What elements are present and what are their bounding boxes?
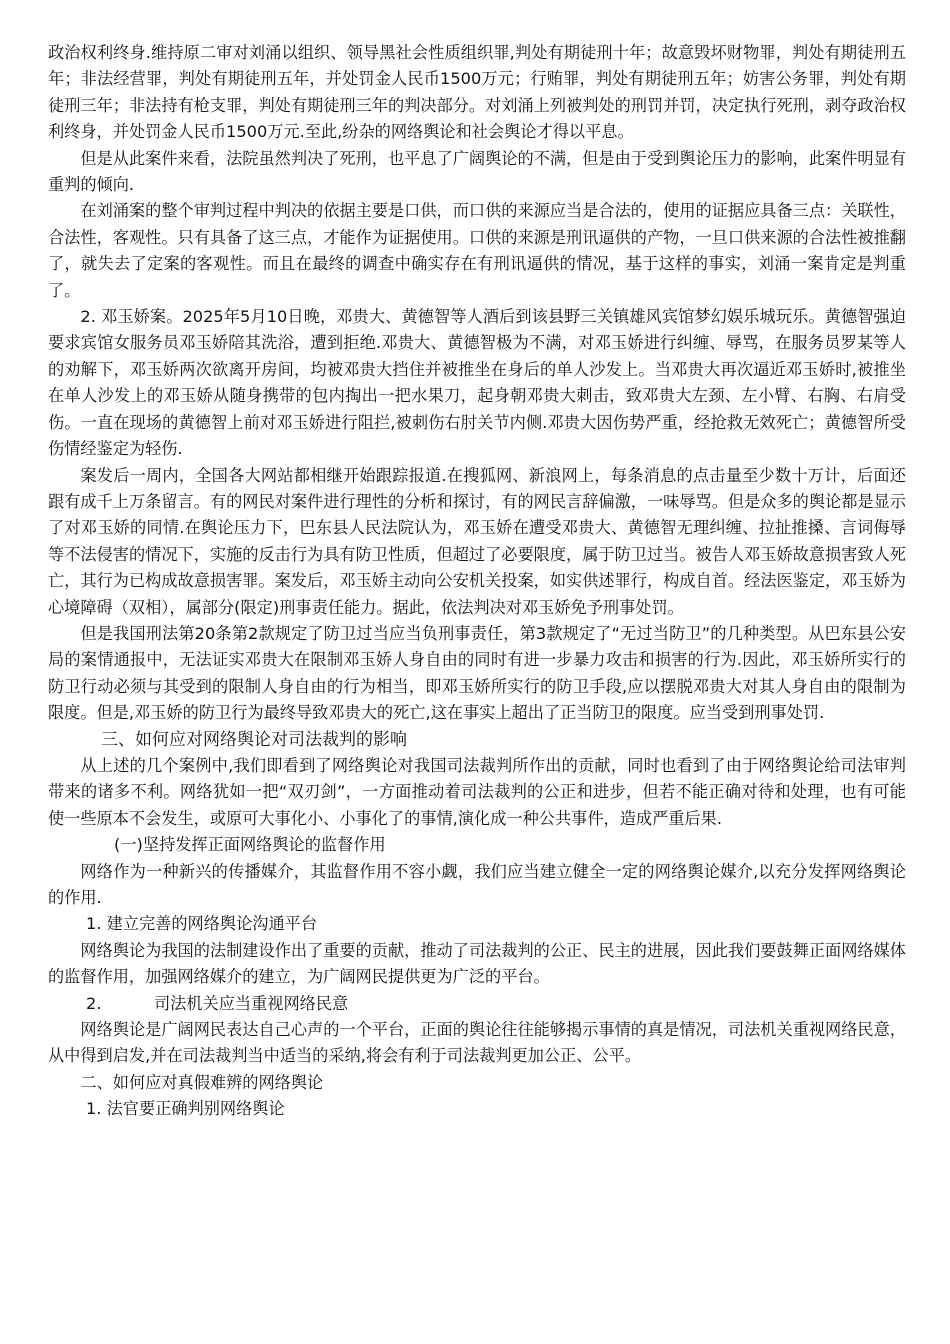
- paragraph: 从上述的几个案例中,我们即看到了网络舆论对我国司法裁判所作出的贡献，同时也看到了由于网络舆论给司法审判带来的诸多不利。网络犹如一把“双刃剑”，一方面推动着司法裁判的公正和进步，但若不能正确对待和处理，也有可能使一些原本不会发生，或原可大事化小、小事化了的事情,演化成一种公共事件，造成严重后果.: [48, 755, 906, 828]
- paragraph: 案发后一周内，全国各大网站都相继开始跟踪报道.在搜狐网、新浪网上，每条消息的点击量至少数十万计，后面还跟有成千上万条留言。有的网民对案件进行理性的分析和探讨，有的网民言辞偏激，一味辱骂。但是众多的舆论都是显示了对邓玉娇的同情.在舆论压力下，巴东县人民法院认为，邓玉娇在遭受邓贵大、黄德智无理纠缠、拉扯推搡、言词侮辱等不法侵害的情况下，实施的反击行为具有防卫性质，但超过了必要限度，属于防卫过当。被告人邓玉娇故意损害致人死亡，其行为已构成故意损害罪。案发后，邓玉娇主动向公安机关投案，如实供述罪行，构成自首。经法医鉴定，邓玉娇为心境障碍（双相），属部分(限定)刑事责任能力。据此，依法判决对邓玉娇免予刑事处罚。: [48, 465, 906, 617]
- section-heading: 三、如何应对网络舆论对司法裁判的影响: [101, 729, 407, 750]
- document-body: [48, 40, 906, 1123]
- item-number: 2.: [86, 993, 102, 1013]
- item-heading: [48, 991, 906, 1017]
- paragraph: 2. 邓玉娇案。2025年5月10日晚，邓贵大、黄德智等人酒后到该县野三关镇雄风宾馆梦幻娱乐城玩乐。黄德智强迫要求宾馆女服务员邓玉娇陪其洗浴，遭到拒绝.邓贵大、黄德智极为不满，对邓玉娇进行纠缠、辱骂，在服务员罗某等人的劝解下，邓玉娇两次欲离开房间，均被邓贵大挡住并被推坐在身后的单人沙发上。当邓贵大再次逼近邓玉娇时,被推坐在单人沙发上的邓玉娇从随身携带的包内掏出一把水果刀，起身朝邓贵大刺击，致邓贵大左颈、左小臂、右胸、右肩受伤。一直在现场的黄德智上前对邓玉娇进行阻拦,被刺伤右肘关节内侧.邓贵大因伤势严重，经抢救无效死亡；黄德智所受伤情经鉴定为轻伤.: [48, 307, 906, 459]
- paragraph: 网络舆论为我国的法制建设作出了重要的贡献，推动了司法裁判的公正、民主的进展，因此我们要鼓舞正面网络媒体的监督作用，加强网络媒介的建立，为广阔网民提供更为广泛的平台。: [48, 940, 906, 987]
- item-heading: 1. 法官要正确判别网络舆论: [86, 1099, 285, 1119]
- section-heading: 二、如何应对真假难辨的网络舆论: [80, 1072, 324, 1092]
- subsection-heading: (一)坚持发挥正面网络舆论的监督作用: [114, 835, 386, 855]
- paragraph: 在刘涌案的整个审判过程中判决的依据主要是口供，而口供的来源应当是合法的，使用的证据应具备三点：关联性，合法性，客观性。只有具备了这三点，才能作为证据使用。口供的来源是刑讯逼供的产物，一旦口供来源的合法性被推翻了，就失去了定案的客观性。而且在最终的调查中确实存在有刑讯逼供的情况，基于这样的事实，刘涌一案肯定是判重了。: [48, 201, 906, 300]
- item-heading: 1. 建立完善的网络舆论沟通平台: [86, 914, 318, 934]
- paragraph: 网络舆论是广阔网民表达自己心声的一个平台，正面的舆论往往能够揭示事情的真是情况，司法机关重视网络民意，从中得到启发,并在司法裁判当中适当的采纳,将会有利于司法裁判更加公正、公平。: [48, 1020, 906, 1066]
- paragraph: 网络作为一种新兴的传播媒介，其监督作用不容小觑，我们应当建立健全一定的网络舆论媒介,以充分发挥网络舆论的作用.: [48, 861, 906, 907]
- paragraph: 但是我国刑法第20条第2款规定了防卫过当应当负刑事责任，第3款规定了“无过当防卫”的几种类型。从巴东县公安局的案情通报中，无法证实邓贵大在限制邓玉娇人身自由的同时有进一步暴力攻击和损害的行为.因此，邓玉娇所实行的防卫行动必须与其受到的限制人身自由的行为相当，即邓玉娇所实行的防卫手段,应以摆脱邓贵大对其人身自由的限制为限度。但是,邓玉娇的防卫行为最终导致邓贵大的死亡,这在事实上超出了正当防卫的限度。应当受到刑事处罚.: [48, 623, 906, 723]
- paragraph: 政治权利终身.维持原二审对刘涌以组织、领导黑社会性质组织罪,判处有期徒刑十年；故意毁坏财物罪，判处有期徒刑五年；非法经营罪，判处有期徒刑五年，并处罚金人民币1500万元；行贿罪，判处有期徒刑五年；妨害公务罪，判处有期徒刑三年；非法持有枪支罪，判处有期徒刑三年的判决部分。对刘涌上列被判处的刑罚并罚，决定执行死刑，剥夺政治权利终身，并处罚金人民币1500万元.至此,纷杂的网络舆论和社会舆论才得以平息。: [48, 43, 906, 142]
- paragraph: 但是从此案件来看，法院虽然判决了死刑，也平息了广阔舆论的不满，但是由于受到舆论压力的影响，此案件明显有重判的倾向.: [48, 148, 906, 195]
- item-title: 司法机关应当重视网络民意: [154, 993, 349, 1013]
